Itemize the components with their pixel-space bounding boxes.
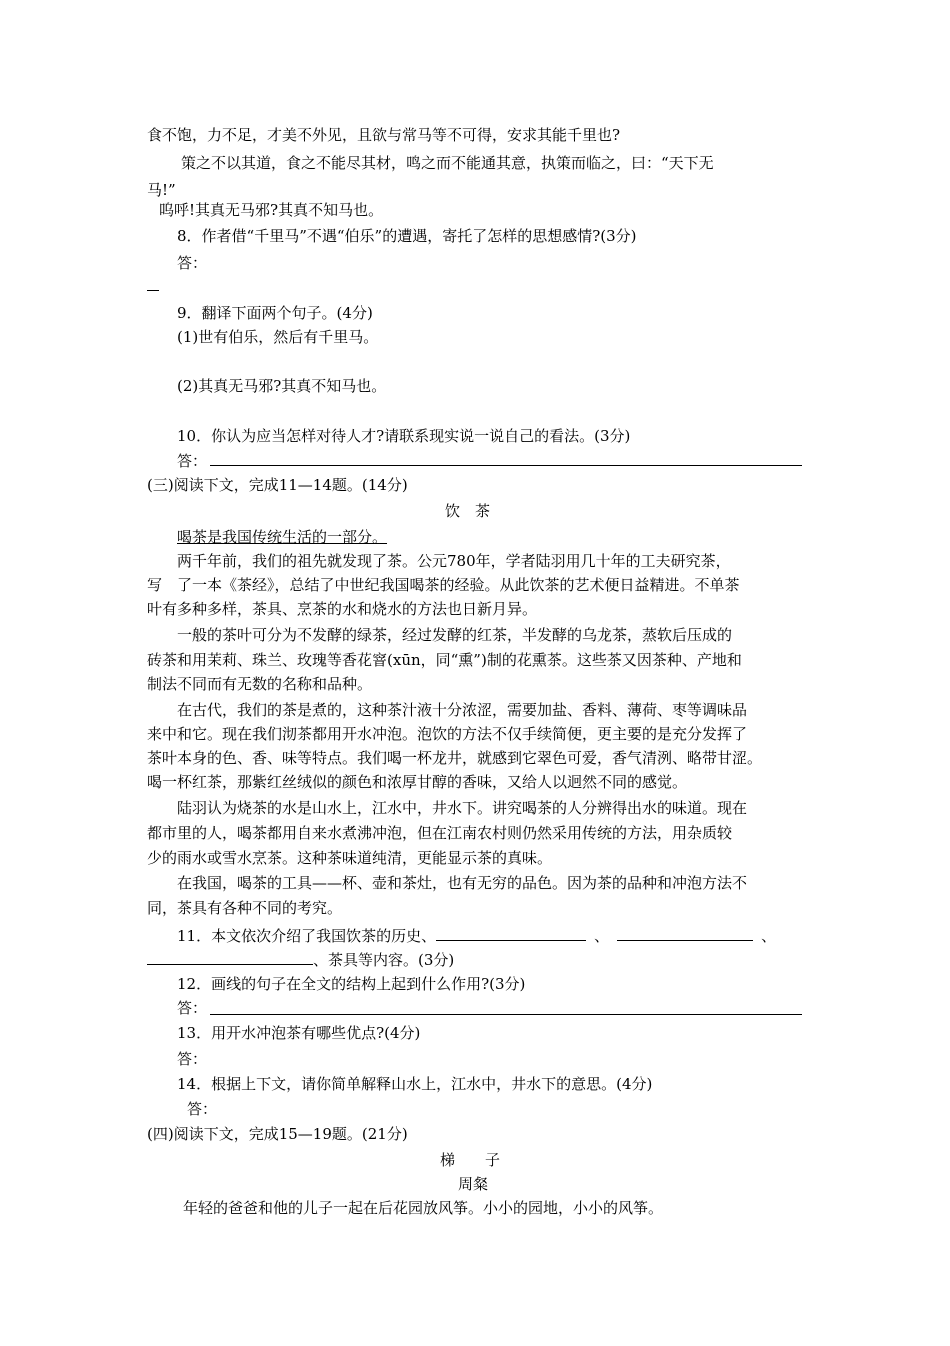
separator: 、 bbox=[761, 927, 777, 945]
article-line: 在古代，我们的茶是煮的，这种茶汁液十分浓涩，需要加盐、香料、薄荷、枣等调味品 bbox=[177, 701, 748, 719]
answer-label: 答： bbox=[177, 452, 208, 470]
answer-label: 答： bbox=[187, 1100, 218, 1118]
article-line: 少的雨水或雪水烹茶。这种茶味道纯清，更能显示茶的真味。 bbox=[147, 849, 553, 867]
answer-line[interactable] bbox=[210, 465, 802, 466]
separator: 、 bbox=[594, 927, 610, 945]
answer-label: 答： bbox=[177, 999, 208, 1017]
article-line: 喝一杯红茶，那紫红丝绒似的颜色和浓厚甘醇的香味，又给人以迥然不同的感觉。 bbox=[147, 773, 688, 791]
question-13: 13．用开水冲泡茶有哪些优点?(4分) bbox=[177, 1024, 421, 1042]
question-14: 14．根据上下文，请你简单解释山水上，江水中，井水下的意思。(4分) bbox=[177, 1075, 653, 1093]
question-12: 12．画线的句子在全文的结构上起到什么作用?(3分) bbox=[177, 975, 526, 993]
article-line: 来中和它。现在我们沏茶都用开水冲泡。泡饮的方法不仅手续简便，更主要的是充分发挥了 bbox=[147, 725, 748, 743]
passage-line: 食不饱，力不足，才美不外见，且欲与常马等不可得，安求其能千里也? bbox=[147, 126, 621, 144]
fill-blank[interactable] bbox=[147, 950, 313, 965]
question-9-item: (1)世有伯乐，然后有千里马。 bbox=[177, 328, 379, 346]
article-line: 都市里的人，喝茶都用自来水煮沸冲泡，但在江南农村则仍然采用传统的方法，用杂质较 bbox=[147, 824, 733, 842]
passage-line: 策之不以其道，食之不能尽其材，鸣之而不能通其意，执策而临之，曰：“天下无 bbox=[181, 154, 714, 172]
question-8: 8．作者借“千里马”不遇“伯乐”的遭遇，寄托了怎样的思想感情?(3分) bbox=[177, 227, 637, 245]
question-11-cont bbox=[147, 950, 454, 970]
article-line: 叶有多种多样，茶具、烹茶的水和烧水的方法也日新月异。 bbox=[147, 600, 538, 618]
article-line: 砖茶和用茉莉、珠兰、玫瑰等香花窨(xūn，同“熏”)制的花熏茶。这些茶又因茶种、产地和 bbox=[147, 651, 742, 669]
section-heading: (四)阅读下文，完成15—19题。(21分) bbox=[147, 1125, 408, 1143]
fill-blank[interactable] bbox=[436, 926, 586, 941]
article-line: 一般的茶叶可分为不发酵的绿茶，经过发酵的红茶，半发酵的乌龙茶，蒸软后压成的 bbox=[177, 626, 733, 644]
passage-line: 呜呼!其真无马邪?其真不知马也。 bbox=[159, 201, 384, 219]
question-9: 9．翻译下面两个句子。(4分) bbox=[177, 304, 373, 322]
question-11 bbox=[177, 926, 784, 946]
article-line: 写 了一本《茶经》，总结了中世纪我国喝茶的经验。从此饮茶的艺术便日益精进。不单茶 bbox=[147, 576, 740, 594]
answer-label: 答： bbox=[177, 1050, 208, 1068]
article-title: 梯 子 bbox=[440, 1151, 501, 1169]
answer-label: 答： bbox=[177, 254, 208, 272]
passage-line: 马!” bbox=[147, 181, 176, 199]
question-11-text: 11．本文依次介绍了我国饮茶的历史、 bbox=[177, 927, 437, 945]
section-heading: (三)阅读下文，完成11—14题。(14分) bbox=[147, 476, 408, 494]
question-9-item: (2)其真无马邪?其真不知马也。 bbox=[177, 377, 387, 395]
article-line: 陆羽认为烧茶的水是山水上，江水中，井水下。讲究喝茶的人分辨得出水的味道。现在 bbox=[177, 799, 748, 817]
article-title: 饮 茶 bbox=[445, 502, 491, 520]
article-author: 周粲 bbox=[458, 1175, 489, 1193]
article-line: 制法不同而有无数的名称和品种。 bbox=[147, 675, 373, 693]
answer-line[interactable] bbox=[147, 290, 159, 291]
article-line: 在我国，喝茶的工具——杯、壶和茶灶，也有无穷的品色。因为茶的品种和冲泡方法不 bbox=[177, 874, 748, 892]
question-11-text: 、茶具等内容。(3分) bbox=[313, 951, 455, 969]
question-10: 10．你认为应当怎样对待人才?请联系现实说一说自己的看法。(3分) bbox=[177, 427, 631, 445]
fill-blank[interactable] bbox=[617, 926, 753, 941]
article-line: 两千年前，我们的祖先就发现了茶。公元780年，学者陆羽用几十年的工夫研究茶， bbox=[177, 552, 731, 570]
article-line: 同，茶具有各种不同的考究。 bbox=[147, 899, 343, 917]
answer-line[interactable] bbox=[210, 1014, 802, 1015]
article-line: 茶叶本身的色、香、味等特点。我们喝一杯龙井，就感到它翠色可爱，香气清洌、略带甘涩。 bbox=[147, 749, 763, 767]
article-line: 年轻的爸爸和他的儿子一起在后花园放风筝。小小的园地，小小的风筝。 bbox=[183, 1199, 664, 1217]
underlined-sentence: 喝茶是我国传统生活的一部分。 bbox=[177, 528, 388, 546]
